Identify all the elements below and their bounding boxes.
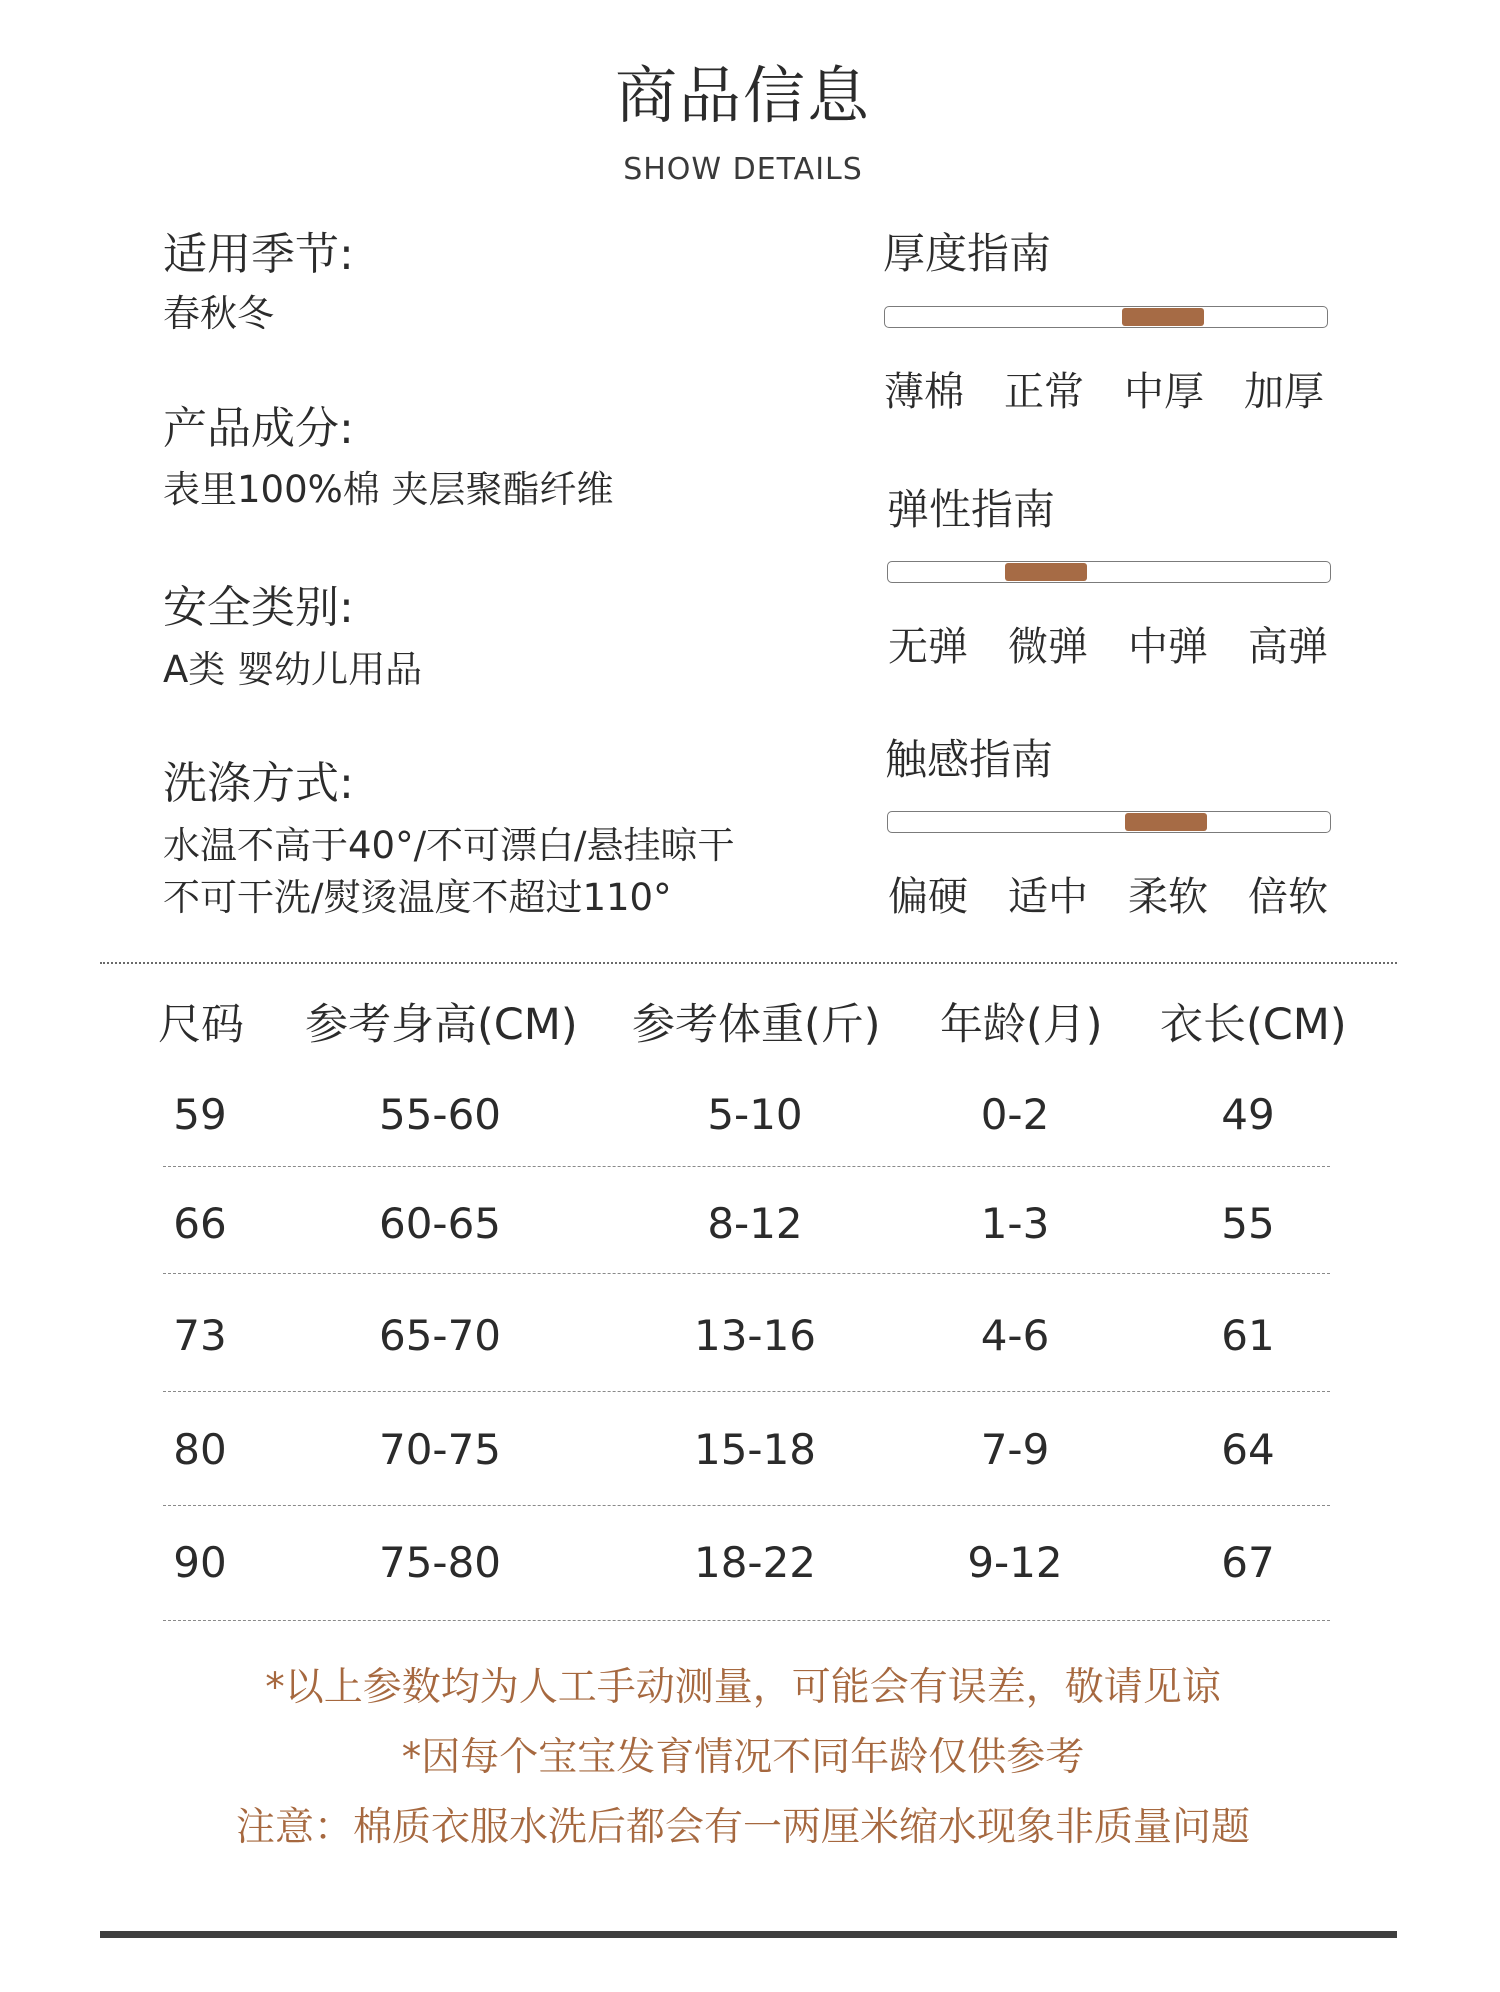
guide-elasticity-level: 中弹	[1128, 624, 1208, 670]
spec-washing-label: 洗涤方式:	[163, 758, 354, 809]
spec-washing-line-2: 不可干洗/熨烫温度不超过110°	[163, 876, 672, 919]
guide-elasticity-level: 微弹	[1008, 624, 1088, 670]
header-size: 尺码	[158, 1000, 244, 1050]
cell-age: 9-12	[967, 1538, 1063, 1587]
guide-elasticity-track	[887, 561, 1331, 583]
page-subtitle: SHOW DETAILS	[623, 152, 863, 187]
cell-height: 65-70	[378, 1311, 502, 1360]
section-divider	[100, 962, 1397, 964]
cell-age: 1-3	[980, 1199, 1050, 1248]
cell-age: 4-6	[980, 1311, 1050, 1360]
guide-thickness-level: 正常	[1004, 369, 1084, 415]
cell-height: 70-75	[378, 1425, 502, 1474]
cell-weight: 18-22	[693, 1538, 817, 1587]
cell-age: 0-2	[980, 1090, 1050, 1139]
spec-safety-value: A类 婴幼儿用品	[163, 648, 423, 691]
guide-thickness-level: 加厚	[1244, 369, 1324, 415]
guide-thickness-levels	[884, 365, 1330, 419]
guide-touch-level: 倍软	[1248, 874, 1328, 920]
bottom-bar	[100, 1931, 1397, 1938]
cell-height: 60-65	[378, 1199, 502, 1248]
header-height: 参考身高(CM)	[305, 1000, 578, 1050]
guide-elasticity-level: 无弹	[888, 624, 968, 670]
cell-length: 61	[1221, 1311, 1275, 1360]
guide-thickness-level: 中厚	[1124, 369, 1204, 415]
note-measurement: *以上参数均为人工手动测量，可能会有误差，敬请见谅	[265, 1665, 1221, 1710]
cell-height: 55-60	[378, 1090, 502, 1139]
guide-elasticity-indicator	[1005, 563, 1087, 581]
cell-weight: 13-16	[693, 1311, 817, 1360]
guide-thickness-track	[884, 306, 1328, 328]
spec-season-label: 适用季节:	[163, 229, 354, 280]
page-title: 商品信息	[614, 59, 871, 132]
spec-material-value: 表里100%棉 夹层聚酯纤维	[163, 468, 614, 511]
guide-touch-track	[887, 811, 1331, 833]
guide-thickness-title: 厚度指南	[883, 229, 1052, 278]
guide-elasticity-levels	[888, 620, 1334, 674]
note-shrinkage: 注意：棉质衣服水洗后都会有一两厘米缩水现象非质量问题	[235, 1805, 1250, 1850]
guide-touch-levels	[888, 870, 1334, 924]
spec-material-label: 产品成分:	[163, 403, 354, 454]
row-divider	[163, 1505, 1330, 1506]
guide-touch-level: 柔软	[1128, 874, 1208, 920]
header-age: 年龄(月)	[940, 1000, 1103, 1050]
cell-weight: 8-12	[707, 1199, 803, 1248]
spec-safety-label: 安全类别:	[163, 582, 354, 633]
row-divider	[163, 1166, 1330, 1167]
cell-length: 64	[1221, 1425, 1275, 1474]
guide-elasticity-title: 弹性指南	[887, 485, 1056, 534]
spec-washing-line-1: 水温不高于40°/不可漂白/悬挂晾干	[163, 824, 735, 867]
cell-size: 73	[173, 1311, 227, 1360]
cell-size: 80	[173, 1425, 227, 1474]
row-divider	[163, 1273, 1330, 1274]
guide-elasticity-level: 高弹	[1248, 624, 1328, 670]
spec-season-value: 春秋冬	[163, 292, 274, 335]
note-age: *因每个宝宝发育情况不同年龄仅供参考	[401, 1735, 1085, 1780]
cell-length: 55	[1221, 1199, 1275, 1248]
cell-size: 66	[173, 1199, 227, 1248]
cell-length: 49	[1221, 1090, 1275, 1139]
cell-size: 59	[173, 1090, 227, 1139]
cell-weight: 15-18	[693, 1425, 817, 1474]
header-length: 衣长(CM)	[1160, 1000, 1347, 1050]
guide-thickness-indicator	[1122, 308, 1204, 326]
cell-height: 75-80	[378, 1538, 502, 1587]
guide-touch-level: 适中	[1008, 874, 1088, 920]
cell-weight: 5-10	[707, 1090, 803, 1139]
row-divider	[163, 1620, 1330, 1621]
guide-touch-title: 触感指南	[885, 735, 1054, 784]
guide-thickness-level: 薄棉	[884, 369, 964, 415]
cell-length: 67	[1221, 1538, 1275, 1587]
header-weight: 参考体重(斤)	[632, 1000, 881, 1050]
guide-touch-indicator	[1125, 813, 1207, 831]
row-divider	[163, 1391, 1330, 1392]
cell-size: 90	[173, 1538, 227, 1587]
cell-age: 7-9	[980, 1425, 1050, 1474]
guide-touch-level: 偏硬	[888, 874, 968, 920]
